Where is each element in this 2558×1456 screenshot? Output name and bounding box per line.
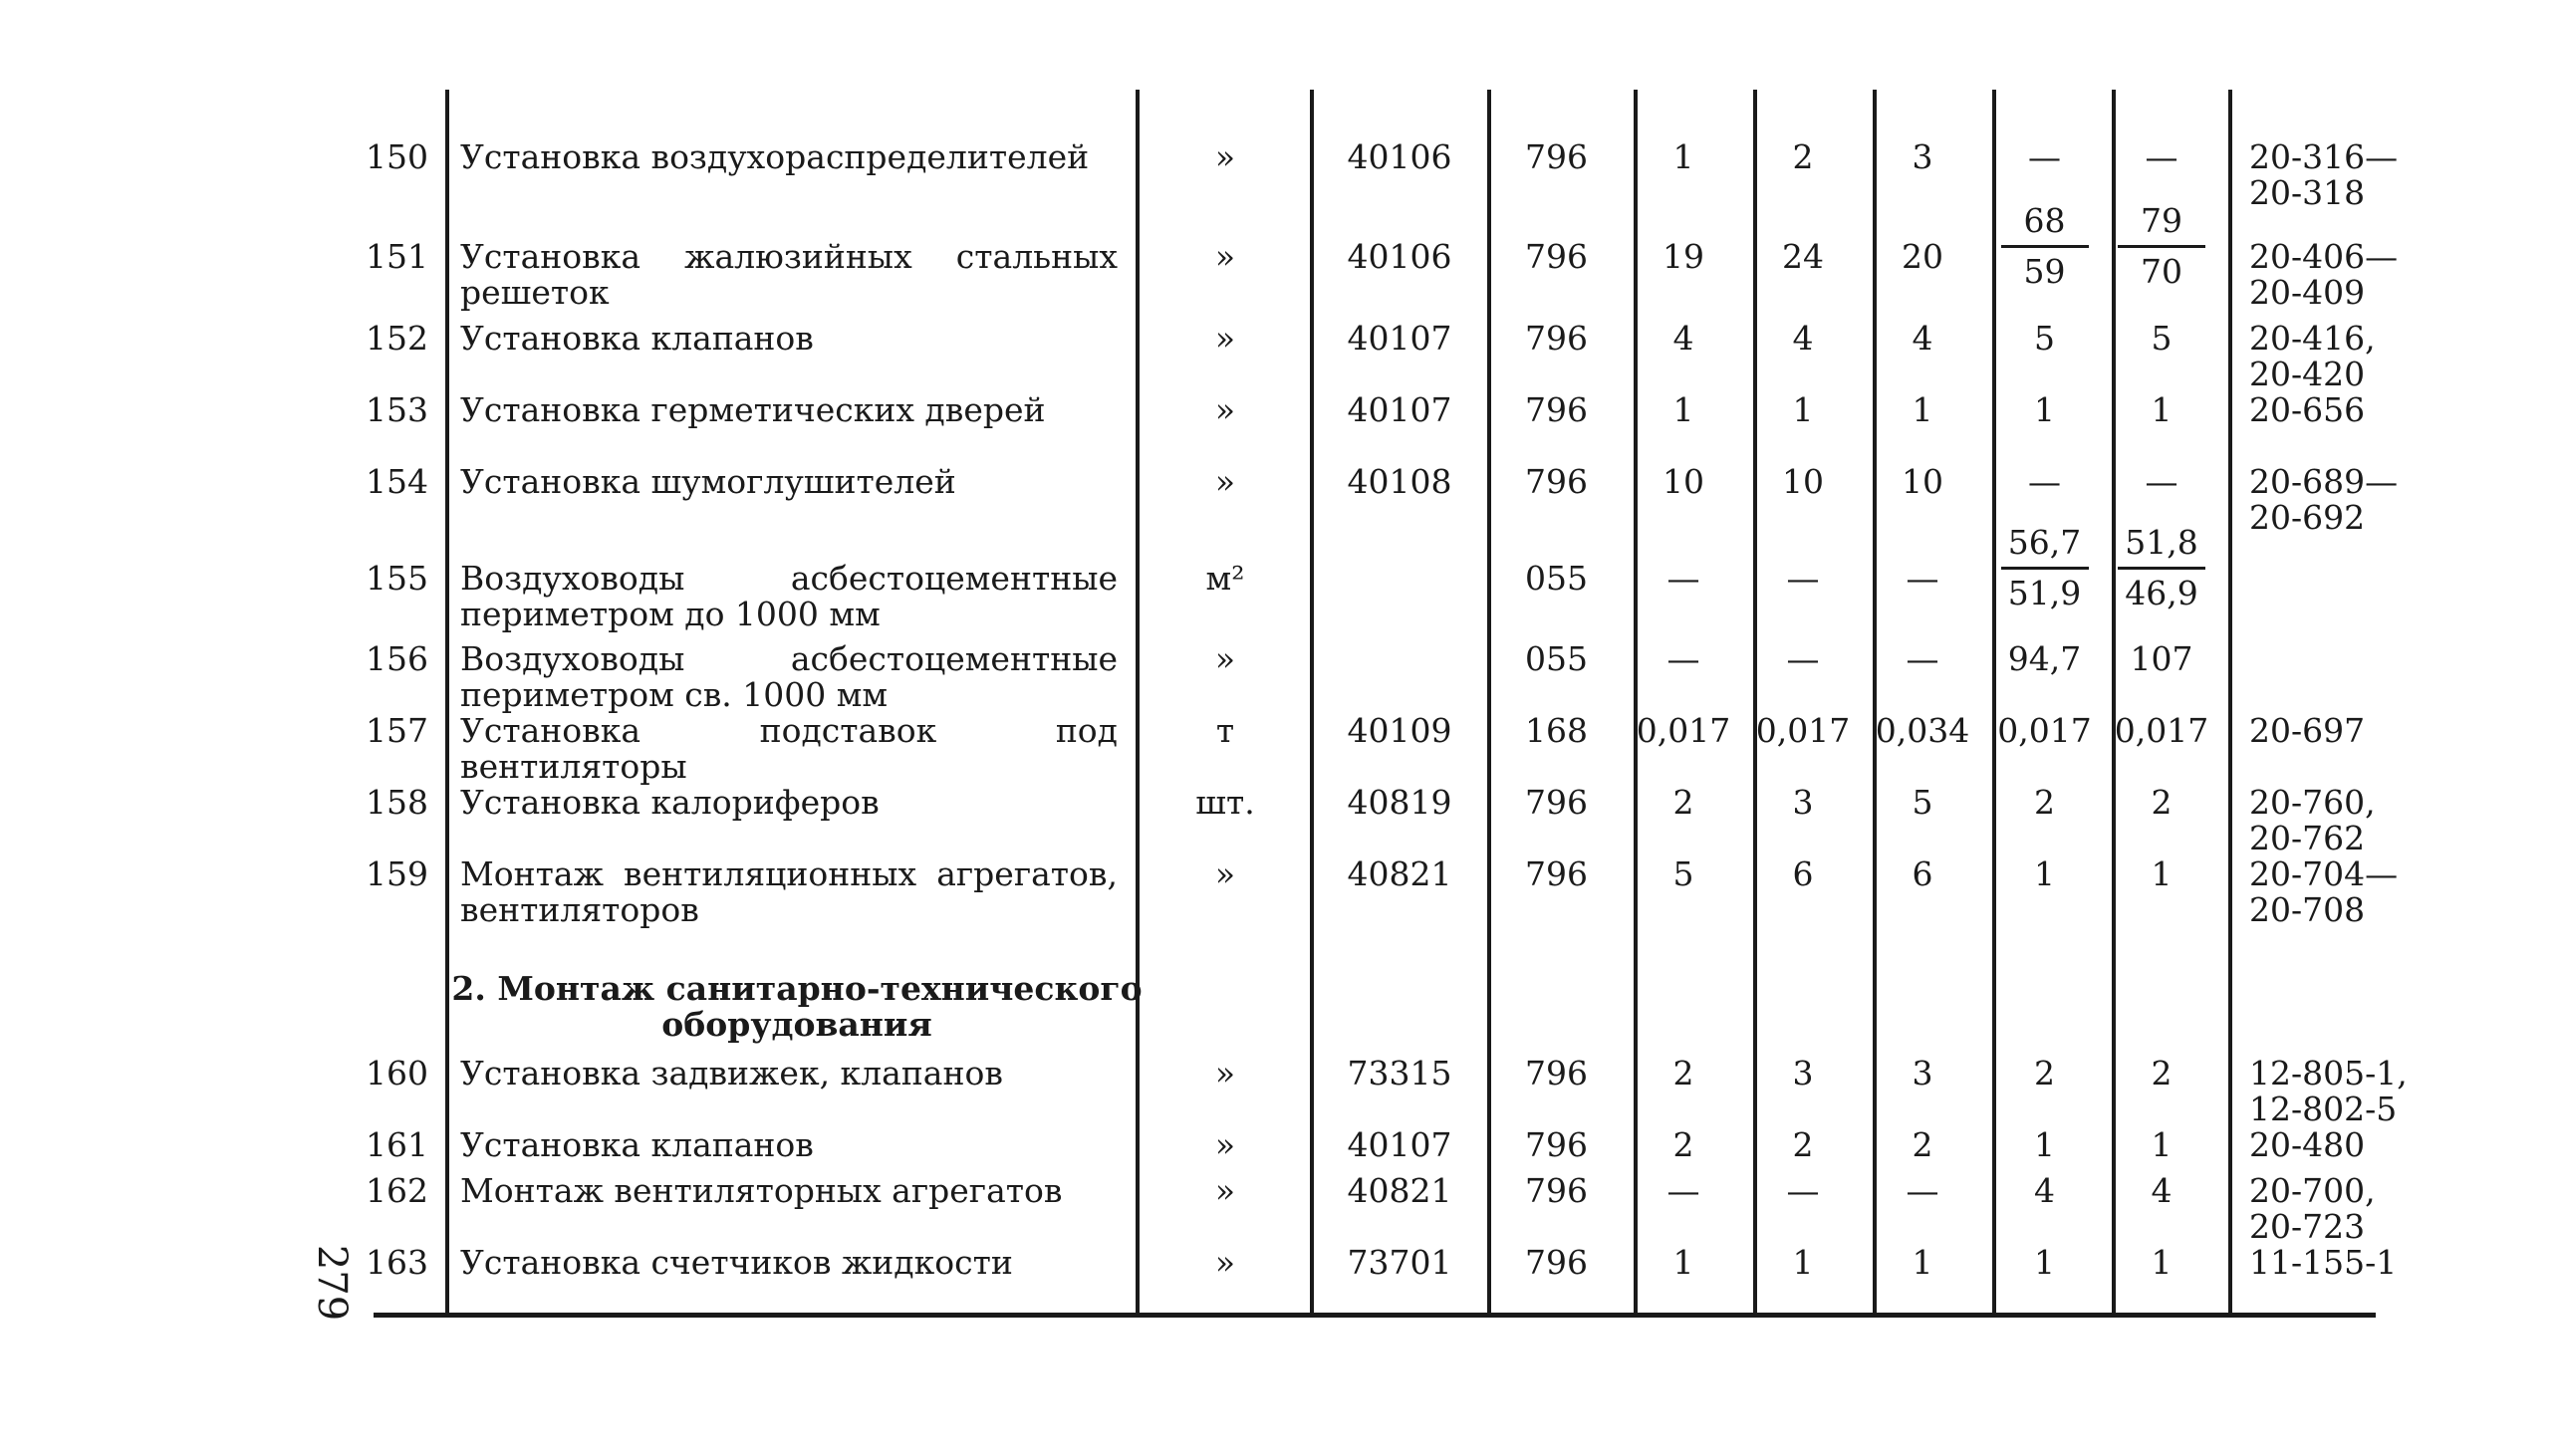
cell-unit: » bbox=[1214, 1243, 1236, 1282]
cell-c1: 2 bbox=[1672, 783, 1694, 822]
cell-num: 154 bbox=[366, 462, 428, 501]
cell-c2: 2 bbox=[1792, 137, 1814, 176]
cell-name: Установка подставок под вентиляторы bbox=[460, 711, 1118, 786]
cell-code: 40107 bbox=[1347, 390, 1452, 429]
cell-c4: 2 bbox=[2034, 1054, 2055, 1092]
cell-c5: 1 bbox=[2151, 854, 2173, 893]
denominator: 46,9 bbox=[2125, 574, 2198, 612]
cell-c4: 1 bbox=[2034, 1125, 2055, 1164]
cell-c2: — bbox=[1786, 1171, 1820, 1210]
column-divider bbox=[1136, 90, 1140, 1317]
denominator: 51,9 bbox=[2007, 574, 2082, 612]
cell-c5: — bbox=[2145, 462, 2178, 501]
cell-c5: 0,017 bbox=[2114, 711, 2209, 750]
denominator: 70 bbox=[2141, 252, 2182, 291]
cell-c2: 4 bbox=[1792, 319, 1814, 358]
cell-num: 157 bbox=[366, 711, 428, 750]
cell-unit: » bbox=[1214, 1171, 1236, 1210]
cell-c1: 19 bbox=[1663, 237, 1704, 276]
cell-okei: 168 bbox=[1525, 711, 1588, 750]
cell-c1: — bbox=[1666, 639, 1700, 678]
cell-ref: 20-416, 20-420 bbox=[2249, 319, 2376, 393]
cell-okei: 796 bbox=[1525, 1125, 1588, 1164]
cell-c2: 0,017 bbox=[1755, 711, 1851, 750]
cell-c5: 1 bbox=[2151, 390, 2173, 429]
column-divider bbox=[1310, 90, 1314, 1317]
numerator: 56,7 bbox=[2007, 523, 2082, 562]
cell-c3: 1 bbox=[1912, 390, 1933, 429]
cell-unit: шт. bbox=[1195, 783, 1255, 822]
cell-c1: 1 bbox=[1672, 390, 1694, 429]
cell-c1: 0,017 bbox=[1636, 711, 1731, 750]
cell-name: Установка шумоглушителей bbox=[460, 462, 956, 501]
cell-name: Установка жалюзийных стальных решеток bbox=[460, 237, 1118, 312]
cell-num: 155 bbox=[366, 559, 428, 598]
cell-c2: 2 bbox=[1792, 1125, 1814, 1164]
cell-num: 159 bbox=[366, 854, 428, 893]
cell-c4: 1 bbox=[2034, 390, 2055, 429]
cell-num: 150 bbox=[366, 137, 428, 176]
cell-c5: 2 bbox=[2151, 783, 2173, 822]
cell-unit: т bbox=[1215, 711, 1235, 750]
cell-name: Установка воздухораспределителей bbox=[460, 137, 1090, 176]
cell-c2: 1 bbox=[1792, 390, 1814, 429]
cell-ref: 11-155-1 bbox=[2249, 1243, 2398, 1282]
cell-num: 162 bbox=[366, 1171, 428, 1210]
cell-ref: 20-656 bbox=[2249, 390, 2366, 429]
cell-c4: 1 bbox=[2034, 1243, 2055, 1282]
numerator: 79 bbox=[2141, 201, 2182, 240]
cell-unit: » bbox=[1214, 462, 1236, 501]
cell-unit: м² bbox=[1205, 559, 1245, 598]
cell-ref: 20-480 bbox=[2249, 1125, 2366, 1164]
cell-c3: — bbox=[1906, 639, 1939, 678]
cell-c1: 10 bbox=[1663, 462, 1704, 501]
numerator: 51,8 bbox=[2125, 523, 2198, 562]
cell-ref: 20-760, 20-762 bbox=[2249, 783, 2376, 857]
cell-c4: 0,017 bbox=[1997, 711, 2092, 750]
cell-name: Установка калориферов bbox=[460, 783, 880, 822]
cell-c4: — bbox=[2028, 462, 2061, 501]
bottom-rule bbox=[374, 1313, 2376, 1318]
cell-name: Установка клапанов bbox=[460, 1125, 814, 1164]
cell-num: 152 bbox=[366, 319, 428, 358]
cell-c2: 3 bbox=[1792, 783, 1814, 822]
cell-c2: — bbox=[1786, 639, 1820, 678]
column-divider bbox=[445, 90, 449, 1317]
cell-okei: 796 bbox=[1525, 237, 1588, 276]
cell-ref: 20-316— 20-318 bbox=[2249, 137, 2399, 212]
cell-c2: 3 bbox=[1792, 1054, 1814, 1092]
cell-c2: 24 bbox=[1782, 237, 1824, 276]
cell-num: 161 bbox=[366, 1125, 428, 1164]
cell-unit: » bbox=[1214, 137, 1236, 176]
cell-name: Установка задвижек, клапанов bbox=[460, 1054, 1003, 1092]
cell-c1: 5 bbox=[1672, 854, 1694, 893]
cell-okei: 796 bbox=[1525, 854, 1588, 893]
cell-c3: 3 bbox=[1912, 137, 1933, 176]
cell-c4: 94,7 bbox=[2007, 639, 2082, 678]
cell-code: 40108 bbox=[1347, 462, 1452, 501]
cell-code: 40819 bbox=[1347, 783, 1452, 822]
cell-c1: 2 bbox=[1672, 1054, 1694, 1092]
cell-c3: — bbox=[1906, 559, 1939, 598]
cell-okei: 055 bbox=[1525, 559, 1588, 598]
section-title: 2. Монтаж санитарно-технического оборудования bbox=[451, 969, 1143, 1044]
cell-unit: » bbox=[1214, 1125, 1236, 1164]
cell-okei: 796 bbox=[1525, 1171, 1588, 1210]
cell-name: Монтаж вентиляторных агрегатов bbox=[460, 1171, 1063, 1210]
cell-c3: 20 bbox=[1902, 237, 1943, 276]
cell-c4: 1 bbox=[2034, 854, 2055, 893]
cell-c3: 6 bbox=[1912, 854, 1933, 893]
cell-c4: — bbox=[2028, 137, 2061, 176]
cell-code: 40107 bbox=[1347, 1125, 1452, 1164]
cell-name: Установка герметических дверей bbox=[460, 390, 1046, 429]
cell-code: 73315 bbox=[1347, 1054, 1452, 1092]
cell-unit: » bbox=[1214, 237, 1236, 276]
cell-okei: 796 bbox=[1525, 462, 1588, 501]
column-divider bbox=[2228, 90, 2232, 1317]
cell-okei: 796 bbox=[1525, 1054, 1588, 1092]
cell-c5: 1 bbox=[2151, 1243, 2173, 1282]
cell-c1: 4 bbox=[1672, 319, 1694, 358]
cell-code: 73701 bbox=[1347, 1243, 1452, 1282]
cell-c1: — bbox=[1666, 1171, 1700, 1210]
cell-c2: — bbox=[1786, 559, 1820, 598]
cell-okei: 796 bbox=[1525, 783, 1588, 822]
cell-okei: 796 bbox=[1525, 1243, 1588, 1282]
cell-unit: » bbox=[1214, 639, 1236, 678]
cell-c3: 5 bbox=[1912, 783, 1933, 822]
cell-code: 40107 bbox=[1347, 319, 1452, 358]
cell-c5: 1 bbox=[2151, 1125, 2173, 1164]
cell-ref: 12-805-1, 12-802-5 bbox=[2249, 1054, 2408, 1128]
cell-unit: » bbox=[1214, 390, 1236, 429]
cell-ref: 20-700, 20-723 bbox=[2249, 1171, 2376, 1246]
cell-ref: 20-697 bbox=[2249, 711, 2366, 750]
cell-num: 160 bbox=[366, 1054, 428, 1092]
cell-c5: 107 bbox=[2130, 639, 2193, 678]
cell-okei: 796 bbox=[1525, 390, 1588, 429]
cell-okei: 055 bbox=[1525, 639, 1588, 678]
cell-c1: — bbox=[1666, 559, 1700, 598]
cell-c3: 3 bbox=[1912, 1054, 1933, 1092]
cell-num: 153 bbox=[366, 390, 428, 429]
cell-c5: 2 bbox=[2151, 1054, 2173, 1092]
cell-unit: » bbox=[1214, 1054, 1236, 1092]
cell-c2: 6 bbox=[1792, 854, 1814, 893]
numerator: 68 bbox=[2023, 201, 2066, 240]
cell-c3: 0,034 bbox=[1875, 711, 1970, 750]
cell-code: 40106 bbox=[1347, 137, 1452, 176]
cell-c1: 1 bbox=[1672, 1243, 1694, 1282]
page-number: 279 bbox=[309, 1244, 356, 1322]
cell-num: 156 bbox=[366, 639, 428, 678]
cell-ref: 20-406— 20-409 bbox=[2249, 237, 2399, 312]
cell-c4: 5 bbox=[2034, 319, 2055, 358]
cell-okei: 796 bbox=[1525, 137, 1588, 176]
cell-c5: 5 bbox=[2151, 319, 2173, 358]
cell-code: 40106 bbox=[1347, 237, 1452, 276]
cell-name: Воздуховоды асбестоцементные периметром св. 1000 мм bbox=[460, 639, 1118, 714]
cell-c3: 10 bbox=[1902, 462, 1943, 501]
cell-c5: — bbox=[2145, 137, 2178, 176]
cell-unit: » bbox=[1214, 854, 1236, 893]
cell-name: Монтаж вентиляционных агрегатов, вентиляторов bbox=[460, 854, 1118, 929]
cell-c3: 4 bbox=[1912, 319, 1933, 358]
cell-c3: 2 bbox=[1912, 1125, 1933, 1164]
cell-num: 158 bbox=[366, 783, 428, 822]
cell-okei: 796 bbox=[1525, 319, 1588, 358]
cell-unit: » bbox=[1214, 319, 1236, 358]
cell-c5: 4 bbox=[2151, 1171, 2173, 1210]
cell-c3: 1 bbox=[1912, 1243, 1933, 1282]
cell-name: Установка счетчиков жидкости bbox=[460, 1243, 1013, 1282]
cell-num: 151 bbox=[366, 237, 428, 276]
cell-name: Установка клапанов bbox=[460, 319, 814, 358]
denominator: 59 bbox=[2023, 252, 2066, 291]
cell-c1: 1 bbox=[1672, 137, 1694, 176]
cell-c4: 2 bbox=[2034, 783, 2055, 822]
cell-c2: 1 bbox=[1792, 1243, 1814, 1282]
cell-ref: 20-704— 20-708 bbox=[2249, 854, 2399, 929]
cell-ref: 20-689— 20-692 bbox=[2249, 462, 2399, 537]
cell-name: Воздуховоды асбестоцементные периметром до 1000 мм bbox=[460, 559, 1118, 633]
cell-code: 40821 bbox=[1347, 854, 1452, 893]
cell-c4: 4 bbox=[2034, 1171, 2055, 1210]
cell-code: 40109 bbox=[1347, 711, 1452, 750]
cell-c1: 2 bbox=[1672, 1125, 1694, 1164]
cell-num: 163 bbox=[366, 1243, 428, 1282]
cell-code: 40821 bbox=[1347, 1171, 1452, 1210]
cell-c3: — bbox=[1906, 1171, 1939, 1210]
cell-c2: 10 bbox=[1782, 462, 1824, 501]
